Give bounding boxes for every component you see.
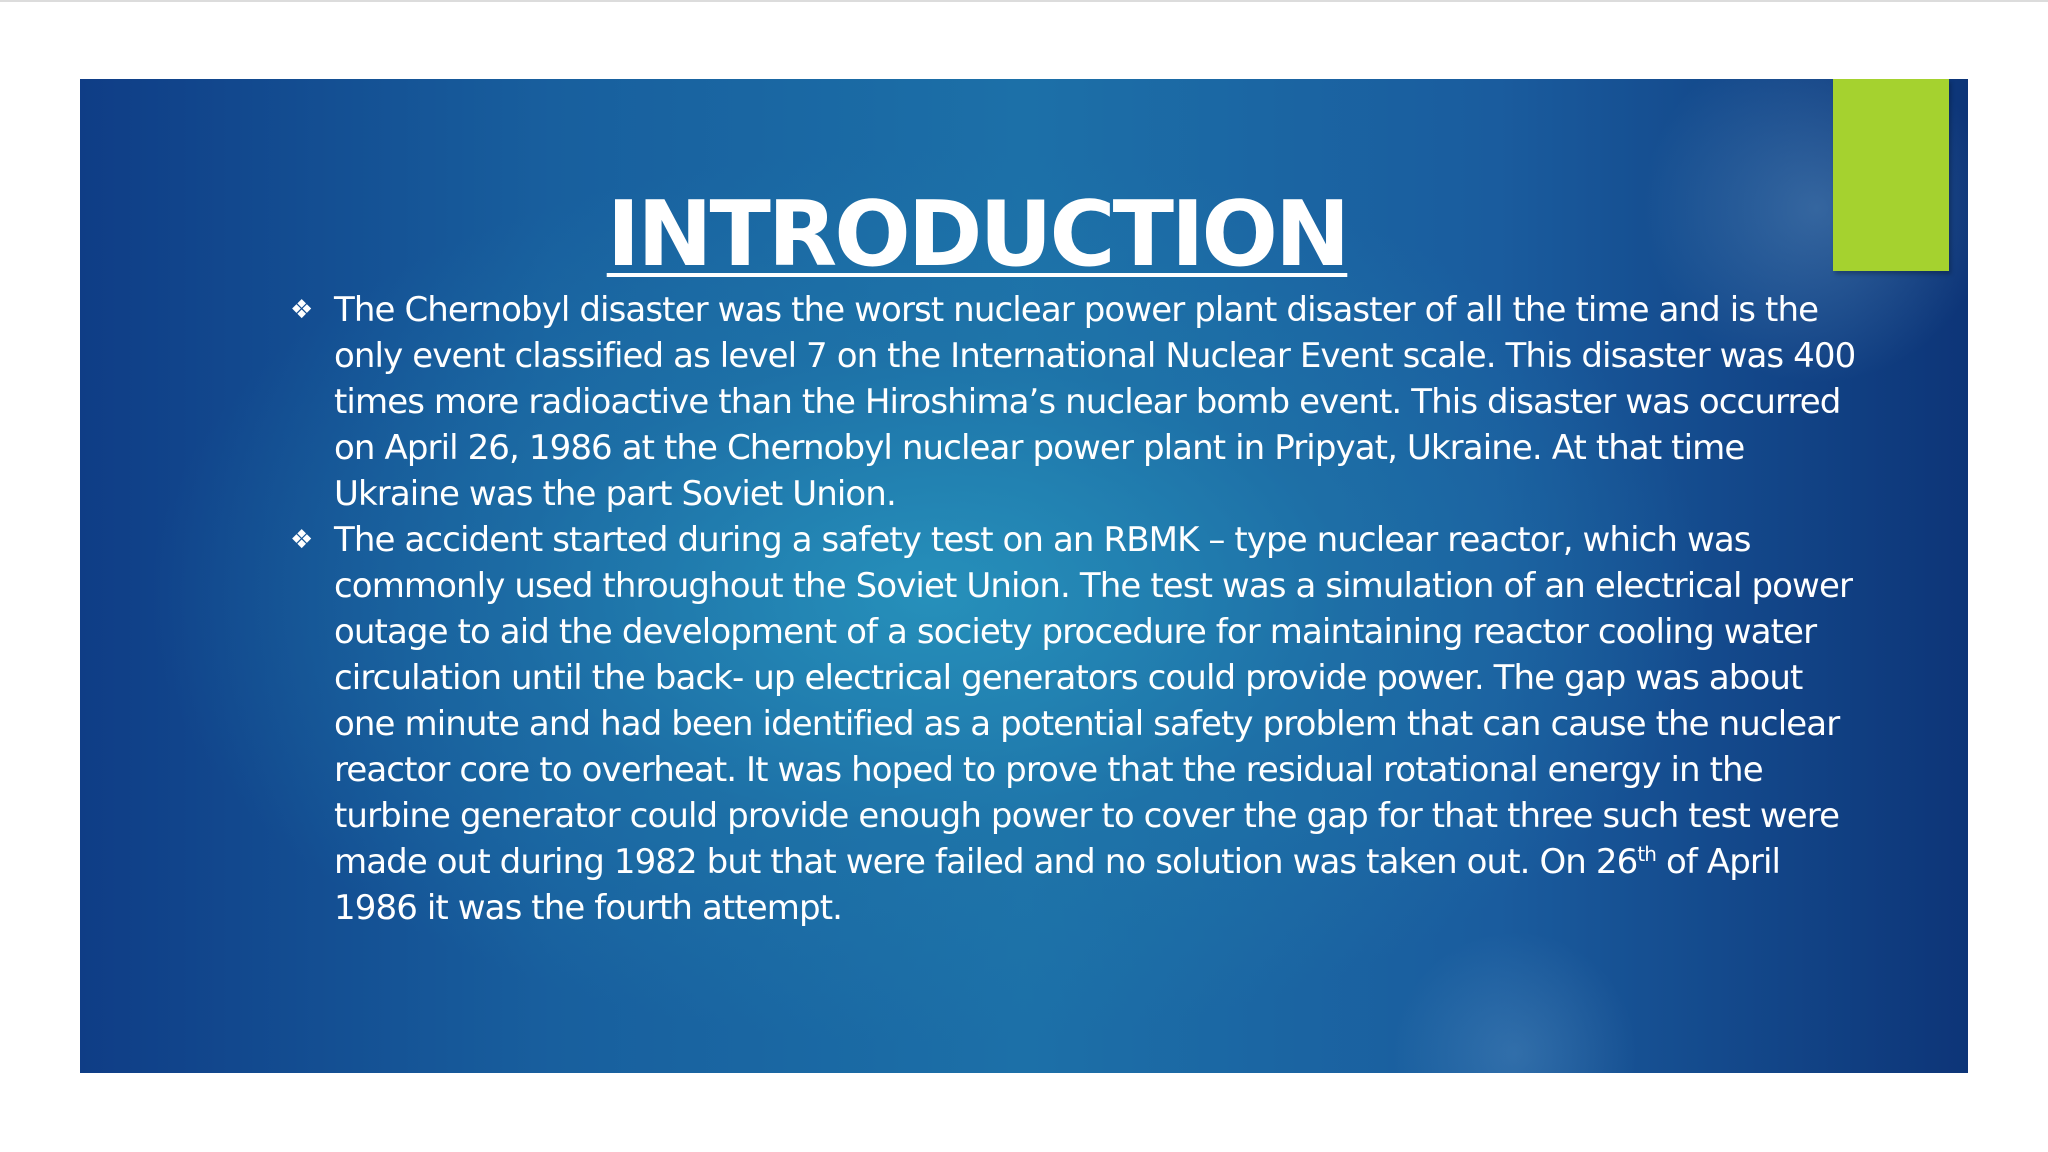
bullet-text xyxy=(334,520,1852,928)
window-top-border xyxy=(0,0,2048,2)
bullet-text: The Chernobyl disaster was the worst nuclear power plant disaster of all the time and is the only event classified as level 7 on the International Nuclear Event scale. This disaster was 400 times more radioactive than the Hiroshima’s nuclear bomb event. This disaster was occurred on April 26, 1986 at the Chernobyl nuclear power plant in Pripyat, Ukraine. At that time Ukraine was the part Soviet Union. xyxy=(334,290,1856,514)
bullet-text-part: The accident started during a safety test on an RBMK – type nuclear reactor, which was commonly used throughout the Soviet Union. The test was a simulation of an electrical power outage to aid the development of a society procedure for maintaining reactor cooling water circulation until the back- up electrical generators could provide power. The gap was about one minute and had been identified as a potential safety problem that can cause the nuclear reactor core to overheat. It was hoped to prove that the residual rotational energy in the turbine generator could provide enough power to cover the gap for that three such test were made out during 1982 but that were failed and no solution was taken out. On 26 xyxy=(334,520,1853,882)
bullet-item xyxy=(210,517,1860,931)
slide-title-text: INTRODUCTION xyxy=(606,182,1348,288)
bullet-list xyxy=(210,287,1860,931)
slide-title xyxy=(80,183,1874,287)
diamond-bullet-icon: ❖ xyxy=(290,295,313,325)
bullet-text-part: of April 1986 it was the fourth attempt. xyxy=(334,842,1781,928)
presentation-slide xyxy=(80,79,1968,1073)
bullet-item xyxy=(210,287,1860,517)
ordinal-superscript: th xyxy=(1637,842,1657,866)
diamond-bullet-icon: ❖ xyxy=(290,525,313,555)
